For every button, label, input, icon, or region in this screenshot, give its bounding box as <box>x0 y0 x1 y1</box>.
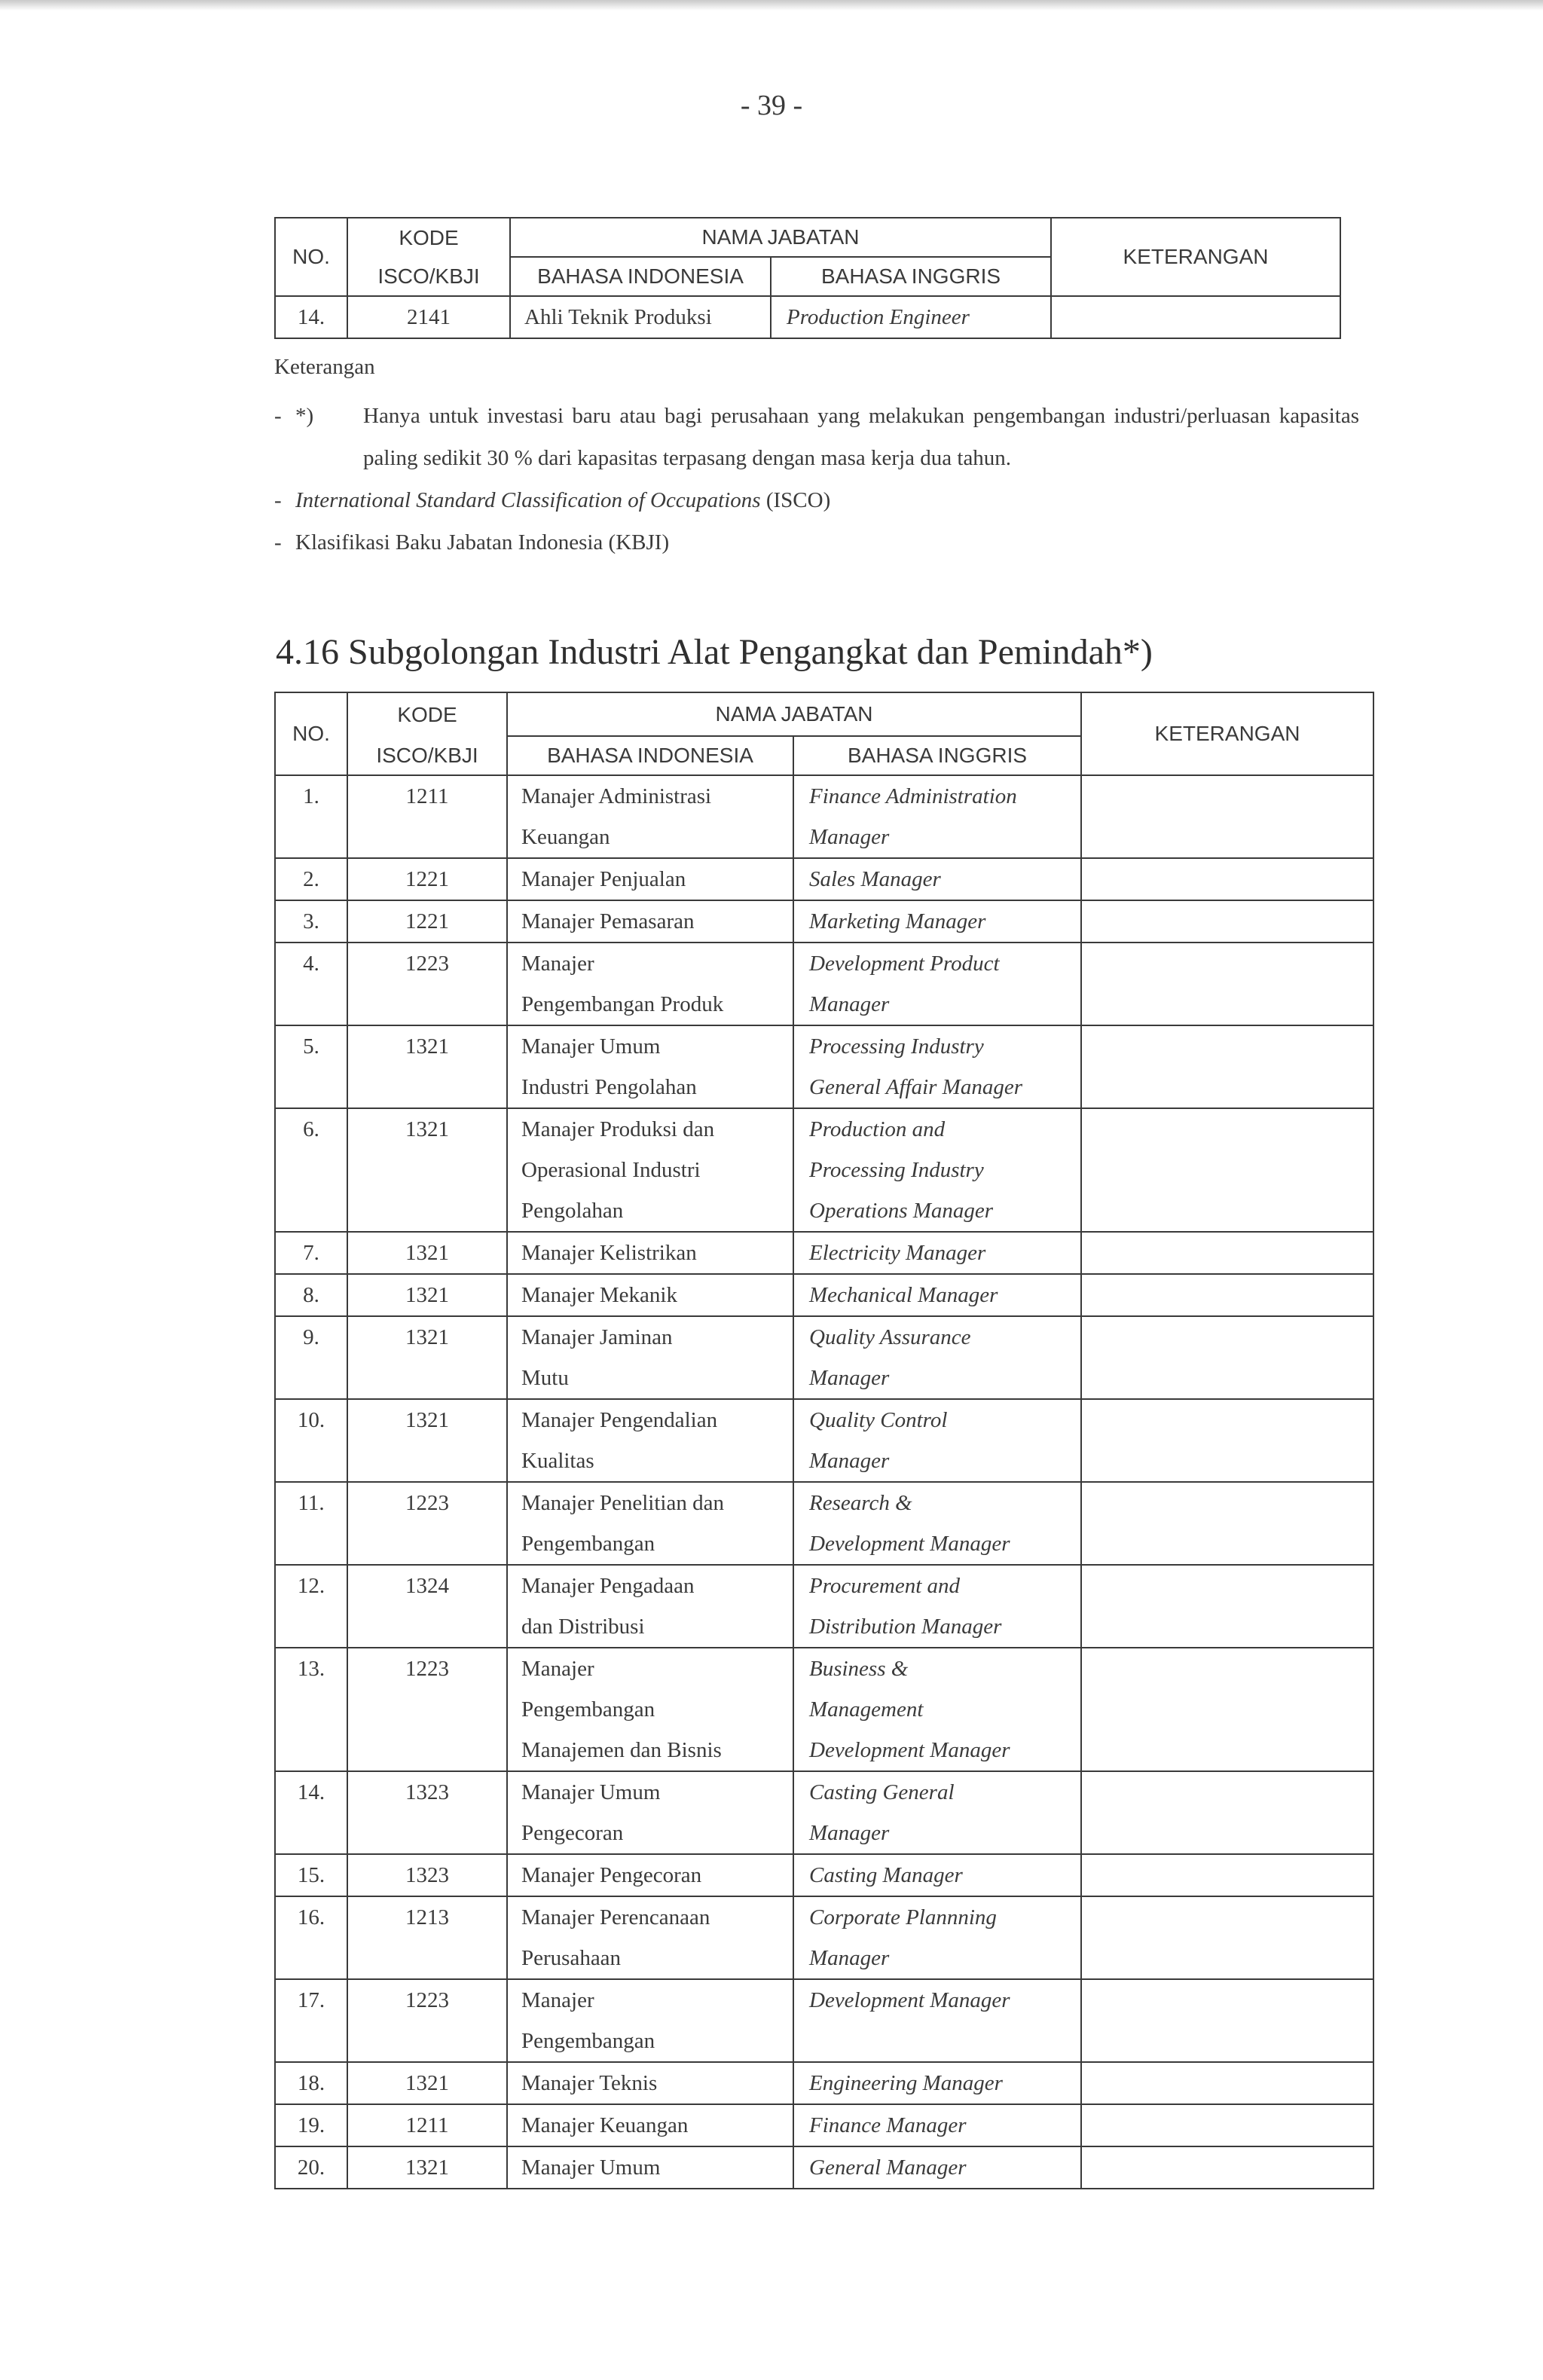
row-kode: 1223 <box>347 943 507 1025</box>
header-kode: KODE <box>347 692 507 736</box>
row-kode: 1321 <box>347 2146 507 2189</box>
table-row <box>275 858 1373 900</box>
row-nama-inggris <box>793 1896 1081 1979</box>
cell-line: Electricity Manager <box>809 1241 986 1265</box>
row-nama-inggris <box>793 1482 1081 1565</box>
row-no: 19. <box>275 2104 347 2146</box>
cell-line: Keuangan <box>521 825 610 849</box>
row-keterangan <box>1081 1108 1373 1232</box>
cell-line: Processing Industry <box>809 1158 984 1182</box>
notes-heading: Keterangan <box>274 355 375 379</box>
row-no: 6. <box>275 1108 347 1232</box>
table-row <box>275 2146 1373 2189</box>
cell-line: Manajer <box>521 1657 594 1681</box>
row-nama-indonesia <box>507 858 793 900</box>
row-kode: 1321 <box>347 1108 507 1232</box>
page-number: - 39 - <box>740 90 803 121</box>
row-kode: 2141 <box>347 296 510 338</box>
row-nama-inggris <box>793 1108 1081 1232</box>
row-no: 13. <box>275 1648 347 1771</box>
row-kode: 1321 <box>347 1399 507 1482</box>
row-nama-inggris <box>793 1565 1081 1648</box>
cell-line: Pengembangan <box>521 1697 655 1722</box>
row-nama-indonesia <box>507 1648 793 1771</box>
cell-line: Manager <box>809 1946 890 1970</box>
row-nama-indonesia <box>507 2062 793 2104</box>
cell-line: Distribution Manager <box>809 1615 1002 1639</box>
cell-line: Manajer Pemasaran <box>521 909 695 933</box>
cell-line: Processing Industry <box>809 1034 984 1059</box>
table-row <box>275 1565 1373 1648</box>
row-keterangan <box>1081 2062 1373 2104</box>
header-isco-kbji: ISCO/KBJI <box>347 736 507 775</box>
header-kode: KODE <box>347 218 510 257</box>
row-no: 18. <box>275 2062 347 2104</box>
row-keterangan <box>1081 1896 1373 1979</box>
row-nama-indonesia <box>507 943 793 1025</box>
header-isco-kbji: ISCO/KBJI <box>347 257 510 296</box>
row-no: 2. <box>275 858 347 900</box>
cell-line: Manajer Penjualan <box>521 867 686 891</box>
row-nama-inggris <box>793 2104 1081 2146</box>
row-nama-inggris <box>793 2062 1081 2104</box>
cell-line: Development Manager <box>809 1738 1010 1762</box>
row-nama-indonesia <box>507 1274 793 1316</box>
row-keterangan <box>1081 1399 1373 1482</box>
cell-line: Manajer <box>521 952 594 976</box>
cell-line: Development Product <box>809 952 1000 976</box>
row-nama-indonesia <box>507 900 793 943</box>
table-row <box>275 900 1373 943</box>
cell-line: Mutu <box>521 1366 569 1390</box>
row-nama-indonesia <box>507 1232 793 1274</box>
scan-edge-shadow <box>0 0 1543 11</box>
cell-line: Finance Manager <box>809 2113 967 2137</box>
table-row <box>275 1482 1373 1565</box>
row-no: 7. <box>275 1232 347 1274</box>
cell-line: Manajer Administrasi <box>521 784 712 808</box>
table-row <box>275 296 1340 338</box>
row-kode: 1223 <box>347 1648 507 1771</box>
row-keterangan <box>1081 2146 1373 2189</box>
row-nama-inggris <box>793 2146 1081 2189</box>
note-isco-title: International Standard Classification of Occupations <box>295 488 761 512</box>
table-row <box>275 1316 1373 1399</box>
top-table <box>274 217 1341 339</box>
row-nama-inggris <box>793 1274 1081 1316</box>
header-bahasa-indonesia: BAHASA INDONESIA <box>507 736 793 775</box>
cell-line: Manager <box>809 992 890 1016</box>
table-row <box>275 1896 1373 1979</box>
cell-line: Industri Pengolahan <box>521 1075 697 1099</box>
cell-line: Research & <box>809 1491 912 1515</box>
row-keterangan <box>1081 900 1373 943</box>
cell-line: Development Manager <box>809 1532 1010 1556</box>
row-kode: 1213 <box>347 1896 507 1979</box>
row-kode: 1321 <box>347 1232 507 1274</box>
row-no: 20. <box>275 2146 347 2189</box>
row-no: 10. <box>275 1399 347 1482</box>
row-nama-inggris <box>793 858 1081 900</box>
row-keterangan <box>1081 1854 1373 1896</box>
cell-line: Manajer <box>521 1988 594 2012</box>
cell-line: General Manager <box>809 2155 967 2180</box>
cell-line: Manager <box>809 825 890 849</box>
cell-line: Pengolahan <box>521 1199 624 1223</box>
cell-line: Manajer Teknis <box>521 2071 658 2095</box>
cell-line: General Affair Manager <box>809 1075 1022 1099</box>
row-nama-inggris <box>793 1232 1081 1274</box>
row-kode: 1321 <box>347 1274 507 1316</box>
cell-line: Marketing Manager <box>809 909 986 933</box>
cell-line: Manajemen dan Bisnis <box>521 1738 722 1762</box>
note-star-symbol: *) <box>295 404 314 428</box>
cell-line: Sales Manager <box>809 867 941 891</box>
row-kode: 1324 <box>347 1565 507 1648</box>
row-keterangan <box>1081 943 1373 1025</box>
row-nama-inggris <box>793 775 1081 858</box>
table-row <box>275 1979 1373 2062</box>
row-kode: 1221 <box>347 858 507 900</box>
row-keterangan <box>1081 1316 1373 1399</box>
row-nama-inggris: Production Engineer <box>771 296 1051 338</box>
cell-line: Corporate Plannning <box>809 1905 997 1929</box>
note-dash: - <box>274 404 282 428</box>
row-no: 3. <box>275 900 347 943</box>
table-row <box>275 1274 1373 1316</box>
row-kode: 1211 <box>347 775 507 858</box>
table-row <box>275 1771 1373 1854</box>
row-keterangan <box>1081 858 1373 900</box>
cell-line: Quality Control <box>809 1408 948 1432</box>
table-row <box>275 1648 1373 1771</box>
table-row <box>275 943 1373 1025</box>
row-nama-inggris <box>793 1979 1081 2062</box>
cell-line: Casting General <box>809 1780 955 1804</box>
cell-line: Manajer Pengadaan <box>521 1574 695 1598</box>
cell-line: Casting Manager <box>809 1863 963 1887</box>
cell-line: Development Manager <box>809 1988 1010 2012</box>
cell-line: Pengecoran <box>521 1821 624 1845</box>
header-bahasa-indonesia: BAHASA INDONESIA <box>510 257 771 296</box>
row-keterangan <box>1081 1979 1373 2062</box>
row-nama-inggris <box>793 1399 1081 1482</box>
note-star-text: Hanya untuk investasi baru atau bagi perusahaan yang melakukan pengembangan industri/perluasan kapasitas paling sedikit 30 % dari kapasitas terpasang dengan masa kerja dua tahun. <box>363 404 1359 470</box>
notes-section <box>274 348 1359 564</box>
table-row <box>275 2104 1373 2146</box>
row-nama-indonesia <box>507 1316 793 1399</box>
header-bahasa-inggris: BAHASA INGGRIS <box>793 736 1081 775</box>
cell-line: Manajer Pengendalian <box>521 1408 718 1432</box>
note-kbji-text: Klasifikasi Baku Jabatan Indonesia (KBJI) <box>295 530 670 555</box>
row-no: 9. <box>275 1316 347 1399</box>
note-isco <box>274 479 1359 521</box>
table-row <box>275 775 1373 858</box>
cell-line: Manajer Pengecoran <box>521 1863 702 1887</box>
header-keterangan: KETERANGAN <box>1081 692 1373 775</box>
row-no: 1. <box>275 775 347 858</box>
row-no: 14. <box>275 1771 347 1854</box>
row-nama-indonesia <box>507 1108 793 1232</box>
cell-line: Management <box>809 1697 924 1722</box>
table-row <box>275 1025 1373 1108</box>
row-keterangan <box>1081 2104 1373 2146</box>
cell-line: Pengembangan Produk <box>521 992 724 1016</box>
section-title: 4.16 Subgolongan Industri Alat Pengangkat dan Pemindah*) <box>276 632 1153 672</box>
row-nama-indonesia <box>507 1565 793 1648</box>
note-kbji <box>274 521 1359 564</box>
note-star-marker <box>274 395 363 437</box>
row-keterangan <box>1081 1771 1373 1854</box>
row-nama-inggris <box>793 1025 1081 1108</box>
cell-line: Procurement and <box>809 1574 960 1598</box>
row-kode: 1211 <box>347 2104 507 2146</box>
header-nama-jabatan: NAMA JABATAN <box>510 218 1051 257</box>
row-nama-inggris <box>793 1771 1081 1854</box>
row-keterangan <box>1051 296 1340 338</box>
row-kode: 1223 <box>347 1482 507 1565</box>
row-kode: 1323 <box>347 1854 507 1896</box>
row-kode: 1321 <box>347 1025 507 1108</box>
note-dash: - <box>274 488 282 512</box>
row-kode: 1323 <box>347 1771 507 1854</box>
cell-line: Manager <box>809 1821 890 1845</box>
note-star <box>274 395 1359 479</box>
row-keterangan <box>1081 1232 1373 1274</box>
cell-line: Manajer Produksi dan <box>521 1117 715 1141</box>
row-nama-inggris <box>793 1316 1081 1399</box>
cell-line: Quality Assurance <box>809 1325 971 1349</box>
cell-line: Engineering Manager <box>809 2071 1003 2095</box>
row-kode: 1321 <box>347 1316 507 1399</box>
row-nama-inggris <box>793 1648 1081 1771</box>
cell-line: Production and <box>809 1117 946 1141</box>
header-nama-jabatan: NAMA JABATAN <box>507 692 1081 736</box>
table-row <box>275 1108 1373 1232</box>
cell-line: Manajer Kelistrikan <box>521 1241 697 1265</box>
row-nama-indonesia: Ahli Teknik Produksi <box>510 296 771 338</box>
row-no: 17. <box>275 1979 347 2062</box>
main-table-body <box>275 775 1373 2189</box>
row-kode: 1221 <box>347 900 507 943</box>
row-no: 16. <box>275 1896 347 1979</box>
row-nama-inggris <box>793 943 1081 1025</box>
row-keterangan <box>1081 1565 1373 1648</box>
cell-line: Manajer Perencanaan <box>521 1905 710 1929</box>
cell-line: Manajer Umum <box>521 2155 661 2180</box>
row-keterangan <box>1081 1482 1373 1565</box>
cell-line: dan Distribusi <box>521 1615 645 1639</box>
note-dash: - <box>274 530 282 555</box>
cell-line: Kualitas <box>521 1449 594 1473</box>
table-row <box>275 1232 1373 1274</box>
row-keterangan <box>1081 1274 1373 1316</box>
row-nama-inggris <box>793 900 1081 943</box>
header-no: NO. <box>275 692 347 775</box>
cell-line: Manager <box>809 1366 890 1390</box>
row-keterangan <box>1081 1648 1373 1771</box>
main-table <box>274 692 1374 2189</box>
cell-line: Manajer Penelitian dan <box>521 1491 724 1515</box>
row-nama-indonesia <box>507 1025 793 1108</box>
cell-line: Business & <box>809 1657 909 1681</box>
row-nama-indonesia <box>507 2146 793 2189</box>
row-kode: 1321 <box>347 2062 507 2104</box>
row-nama-indonesia <box>507 1854 793 1896</box>
cell-line: Manajer Jaminan <box>521 1325 673 1349</box>
row-no: 5. <box>275 1025 347 1108</box>
cell-line: Pengembangan <box>521 2029 655 2053</box>
header-bahasa-inggris: BAHASA INGGRIS <box>771 257 1051 296</box>
row-no: 11. <box>275 1482 347 1565</box>
row-nama-indonesia <box>507 1771 793 1854</box>
cell-line: Perusahaan <box>521 1946 622 1970</box>
row-keterangan <box>1081 1025 1373 1108</box>
cell-line: Manajer Umum <box>521 1034 661 1059</box>
row-no: 15. <box>275 1854 347 1896</box>
row-nama-indonesia <box>507 1399 793 1482</box>
cell-line: Manajer Umum <box>521 1780 661 1804</box>
cell-line: Manager <box>809 1449 890 1473</box>
cell-line: Operations Manager <box>809 1199 994 1223</box>
cell-line: Manajer Mekanik <box>521 1283 677 1307</box>
table-row <box>275 1399 1373 1482</box>
row-nama-indonesia <box>507 1482 793 1565</box>
cell-line: Operasional Industri <box>521 1158 701 1182</box>
row-nama-indonesia <box>507 775 793 858</box>
note-isco-abbr: (ISCO) <box>765 488 831 512</box>
row-keterangan <box>1081 775 1373 858</box>
cell-line: Pengembangan <box>521 1532 655 1556</box>
header-no: NO. <box>275 218 347 296</box>
row-nama-indonesia <box>507 2104 793 2146</box>
row-no: 4. <box>275 943 347 1025</box>
row-kode: 1223 <box>347 1979 507 2062</box>
row-no: 12. <box>275 1565 347 1648</box>
row-nama-indonesia <box>507 1979 793 2062</box>
row-nama-indonesia <box>507 1896 793 1979</box>
row-nama-inggris <box>793 1854 1081 1896</box>
table-row <box>275 2062 1373 2104</box>
cell-line: Mechanical Manager <box>809 1283 998 1307</box>
cell-line: Manajer Keuangan <box>521 2113 689 2137</box>
table-row <box>275 1854 1373 1896</box>
row-no: 8. <box>275 1274 347 1316</box>
row-no: 14. <box>275 296 347 338</box>
header-keterangan: KETERANGAN <box>1051 218 1340 296</box>
cell-line: Finance Administration <box>809 784 1017 808</box>
